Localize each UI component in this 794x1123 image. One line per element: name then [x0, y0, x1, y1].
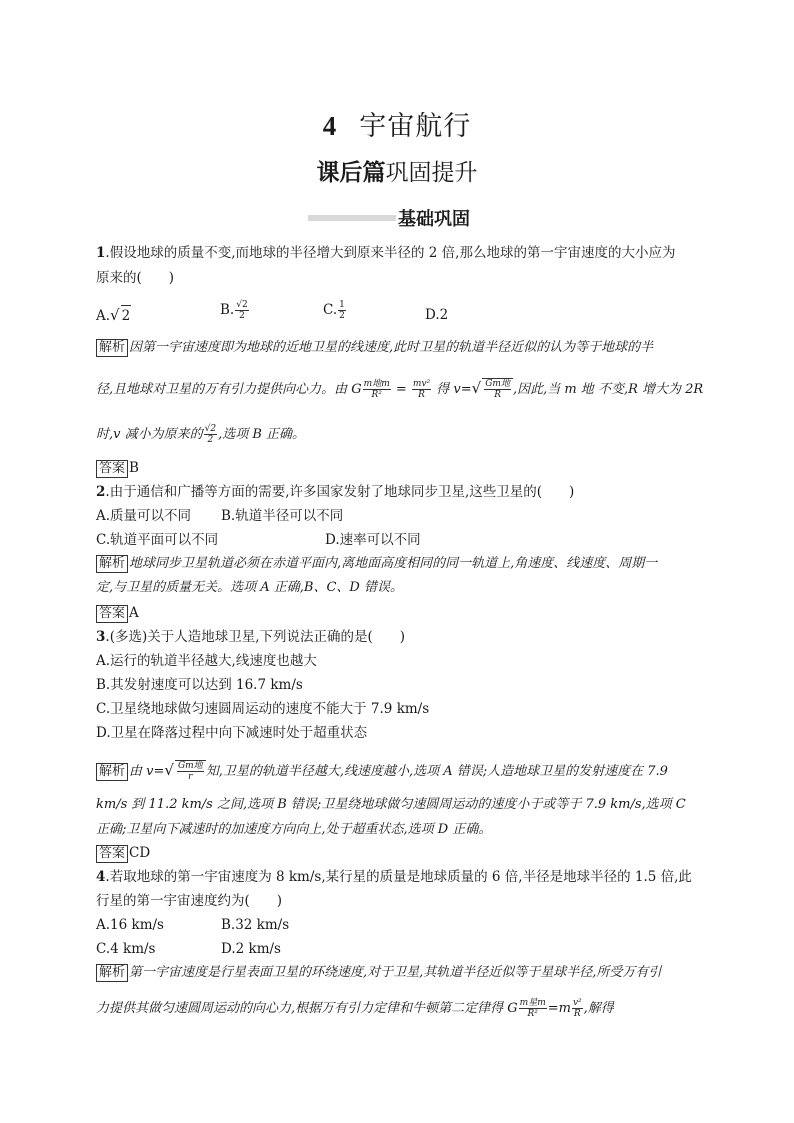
q1-answer: 答案 B	[96, 458, 139, 478]
subtitle-rest: 巩固提升	[385, 160, 478, 186]
q4-analysis-line2: 力提供其做匀速圆周运动的向心力,根据万有引力定律和牛顿第二定律得 G $\frac{\text{m星m}}{\text{R²}}$ =m $\frac{\text{v²}}{R}$ ,解得	[96, 998, 614, 1019]
q4-option-d: D.2 km/s	[221, 941, 281, 957]
q4-option-b: B.32 km/s	[221, 917, 290, 933]
q2-answer: 答案 A	[96, 603, 139, 623]
q1-option-d: D.2	[425, 307, 449, 323]
answer-tag: 答案	[96, 460, 128, 478]
q2-analysis-line2: 定,与卫星的质量无关。选项 A 正确,B、C、D 错误。	[96, 580, 403, 595]
q2-text: 2.由于通信和广播等方面的需要,许多国家发射了地球同步卫星,这些卫星的( )	[96, 484, 575, 500]
lesson-title: 宇宙航行	[359, 111, 472, 142]
q1-option-b: B. $\frac{√2}{2}$	[220, 300, 248, 321]
q2-analysis-line1: 解析 地球同步卫星轨道必须在赤道平面内,离地面高度相同的同一轨道上,角速度、线速度、周期一	[96, 554, 657, 574]
analysis-tag: 解析	[96, 339, 128, 357]
q1-option-c: C. $\frac{1}{2}$	[323, 300, 345, 321]
q4-text-line2: 行星的第一宇宙速度约为( )	[96, 893, 283, 909]
q3-analysis-line3: 正确;卫星向下减速时的加速度方向向上,处于超重状态,选项 D 正确。	[96, 822, 492, 837]
q3-text: 3.(多选)关于人造地球卫星,下列说法正确的是( )	[96, 629, 406, 645]
subtitle-bold: 课后篇	[316, 159, 386, 186]
q3-answer: 答案 CD	[96, 843, 150, 863]
q1-analysis-line3: 时,v 减小为原来的 $\frac{√2}{2}$ ,选项 B 正确。	[96, 424, 306, 445]
q3-option-d: D.卫星在降落过程中向下减速时处于超重状态	[96, 725, 368, 741]
q2-option-b: B.轨道半径可以不同	[221, 508, 344, 524]
q3-option-c: C.卫星绕地球做匀速圆周运动的速度不能大于 7.9 km/s	[96, 701, 430, 717]
q1-analysis-line2: 径,且地球对卫星的万有引力提供向心力。由 G $\frac{\text{m地m}}{\text{R²}}$ = $\frac{\text{mv²}}{R}$ 得 v=√ $\frac{\text{Gm地}}{R}$ ,因此,当 m 地 不变,R 增大为 2R	[96, 379, 704, 400]
q4-option-a: A.16 km/s	[96, 917, 164, 933]
q3-option-a: A.运行的轨道半径越大,线速度也越大	[96, 653, 317, 669]
section-bar	[308, 215, 396, 221]
q4-text-line1: 4.若取地球的第一宇宙速度为 8 km/s,某行星的质量是地球质量的 6 倍,半径是地球半径的 1.5 倍,此	[96, 869, 692, 885]
q1-text-line1: 1.假设地球的质量不变,而地球的半径增大到原来半径的 2 倍,那么地球的第一宇宙速度的大小应为	[96, 245, 676, 261]
section-label: 基础巩固	[398, 209, 470, 230]
q3-analysis-line1: 解析 由 v=√ $\frac{\text{Gm地}}{r}$ 知,卫星的轨道半径越大,线速度越小,选项 A 错误;人造地球卫星的发射速度在 7.9	[96, 760, 668, 782]
section-heading	[308, 204, 470, 232]
page-subtitle	[0, 154, 794, 187]
q3-option-b: B.其发射速度可以达到 16.7 km/s	[96, 677, 303, 693]
q1-option-a: A.√ 2	[96, 306, 131, 324]
page-title	[0, 104, 794, 143]
q3-analysis-line2: km/s 到 11.2 km/s 之间,选项 B 错误;卫星绕地球做匀速圆周运动的速度小于或等于 7.9 km/s,选项 C	[96, 797, 686, 812]
q2-option-a: A.质量可以不同	[96, 508, 192, 524]
q1-analysis-line1: 解析 因第一宇宙速度即为地球的近地卫星的线速度,此时卫星的轨道半径近似的认为等于地球的半	[96, 338, 653, 358]
q1-text-line2: 原来的( )	[96, 270, 175, 286]
q2-option-c: C.轨道平面可以不同	[96, 532, 219, 548]
lesson-number: 4	[322, 111, 338, 141]
q4-option-c: C.4 km/s	[96, 941, 156, 957]
q2-option-d: D.速率可以不同	[325, 532, 421, 548]
q4-analysis-line1: 解析 第一宇宙速度是行星表面卫星的环绕速度,对于卫星,其轨道半径近似等于星球半径,所受万有引	[96, 963, 661, 983]
